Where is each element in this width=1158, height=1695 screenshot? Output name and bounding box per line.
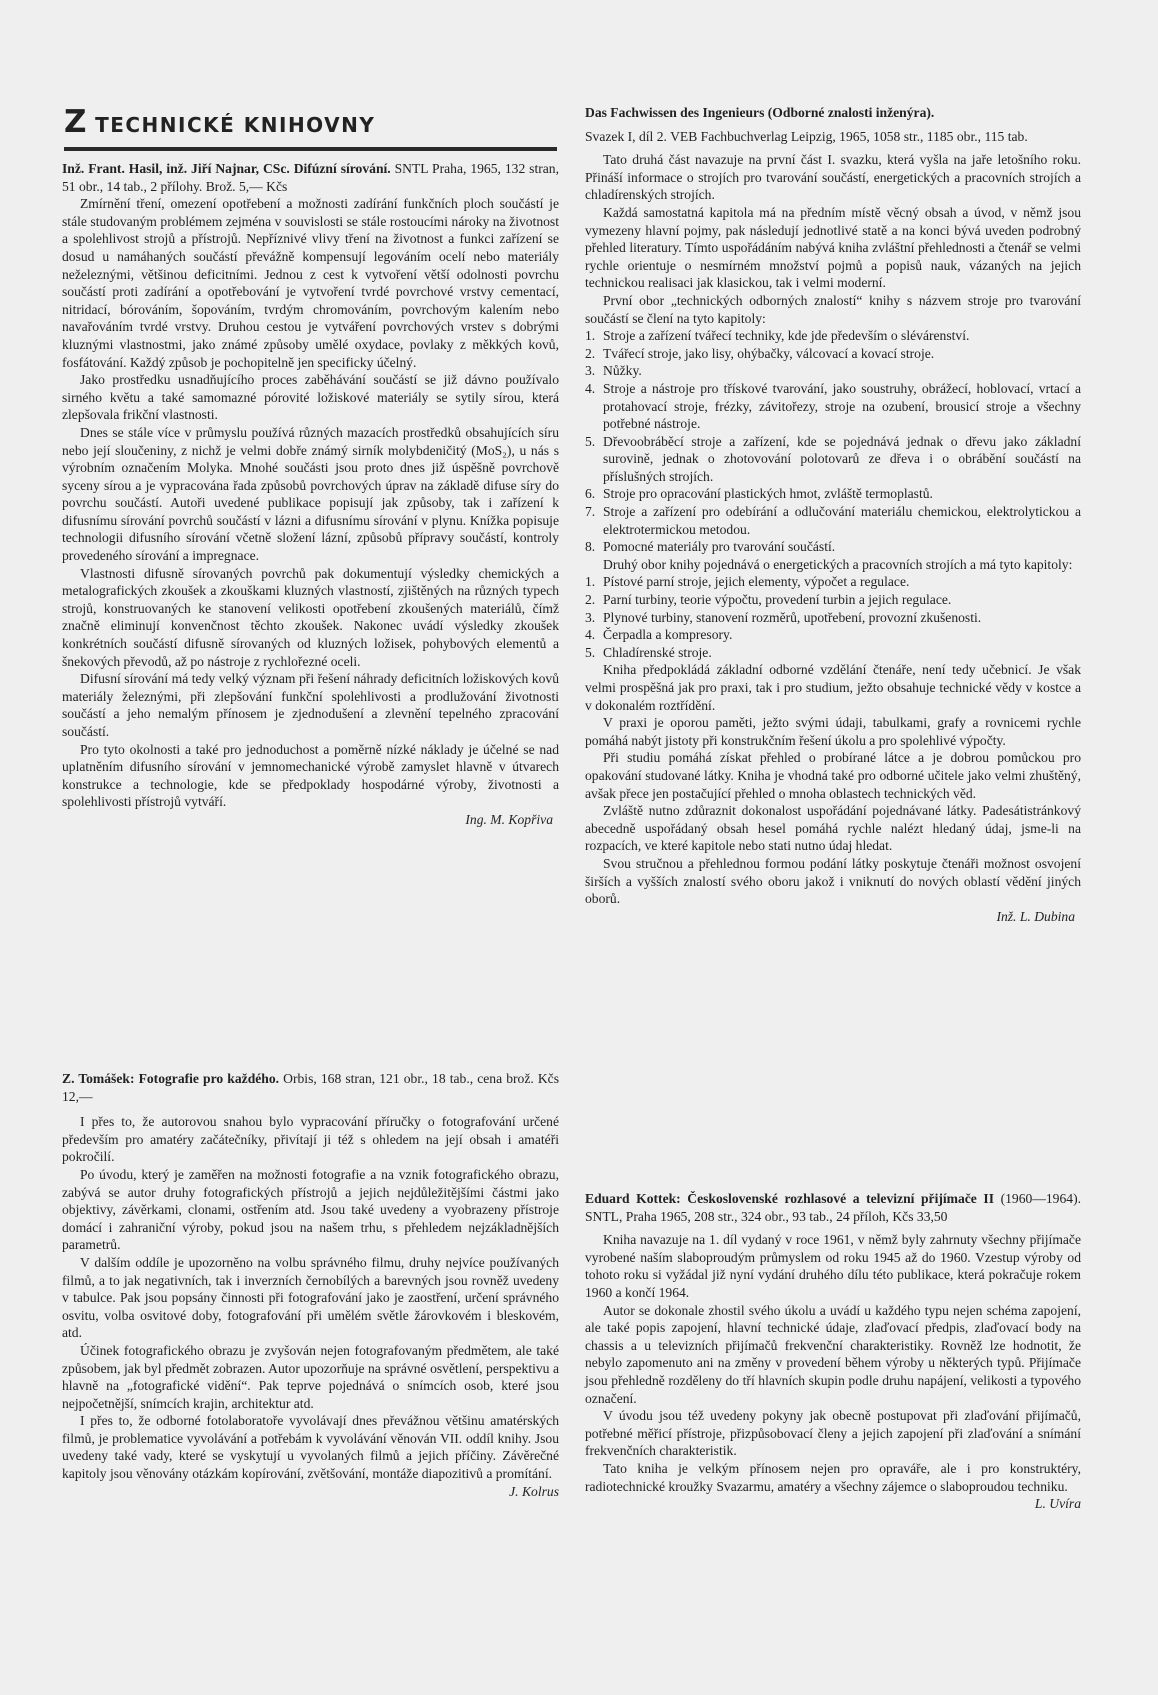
list-item xyxy=(585,345,1081,363)
list-number: 3. xyxy=(585,609,596,625)
list-number: 4. xyxy=(585,627,596,643)
review-heading xyxy=(585,104,1081,122)
section-title xyxy=(64,104,375,140)
list-item xyxy=(585,573,1081,591)
review-paragraph: Tato druhá část navazuje na první část I. svazku, která vyšla na jaře letošního roku. Přináší informace o strojích pro tvarování součástí, energetických a pracovních strojích a chladírenských strojích. xyxy=(585,152,1081,203)
list-item xyxy=(585,626,1081,644)
review-paragraph: Účinek fotografického obrazu je zvyšován nejen fotografovaným předmětem, ale také způsobem, jak byl předmět zobrazen. Autor upozorňuje na správné osvětlení, perspektivu a hlavně na „fotografické vidění“. Pak teprve pojednává o snímcích osob, které jsou nejpočetnější, snímcích krajin, architektur atd. xyxy=(62,1342,559,1411)
title-rule xyxy=(64,147,557,151)
list-text: Chladírenské stroje. xyxy=(603,644,712,660)
list-number: 4. xyxy=(585,380,596,396)
review-signature: L. Uvíra xyxy=(1034,1496,1081,1512)
list-number: 2. xyxy=(585,592,596,608)
review-heading-details: (1960—1964). SNTL, Praha 1965, 208 str., 324 obr., 93 tab., 24 příloh, Kčs 33,50 xyxy=(585,1191,1081,1224)
list-text: Dřevoobráběcí stroje a zařízení, kde se pojednává jednak o dřevu jako základní surovině, jednak o zhotovování polotovarů ze dřeva i o obrábění součástí na příslušných strojích. xyxy=(603,433,1081,484)
list-item xyxy=(585,485,1081,503)
review-paragraph: Zmírnění tření, omezení opotřebení a možnosti zadírání funkčních ploch součástí je stále studovaným problémem zejména v souvislosti se stále rostoucími nároky na životnost a spolehlivost strojů a přístrojů. Nepříznivé vlivy tření na životnost a funkci zařízení se dosud u namáhaných součástí převážně kompensují legováním ocelí nebo materiály neželeznými, většinou deficitními. Jednou z cest k vytvoření větší odolnosti povrchu součástí proti zadírání a opotřebování je vytvoření tvrdé povrchové vrstvy cementací, nitridací, bórováním, šopováním, tvrdým chromováním, povrchovým kalením nebo navařováním tvrdé vrstvy. Druhou cestou je vytváření povrchových vrstev s dobrými kluznými vlastnostmi, jako známé způsoby umělé oxydace, povlaky z měkkých kovů, fosfátování. Každý způsob je pochopitelně jen specificky účelný. xyxy=(62,196,559,370)
review-paragraph: Svou stručnou a přehlednou formou podání látky poskytuje čtenáři možnost osvojení širších a vyšších znalostí svého oboru jakož i vniknutí do nových oblastí vědění jiných oborů. xyxy=(585,855,1081,907)
review-paragraph-text: I přes to, že odborné fotolaboratoře vyvolávají dnes převážnou většinu amatérských filmů, je problematice vyvolávání a potřebám k vyvolávání věnován VII. oddíl knihy. Jsou uvedeny také vady, které se vyskytují u vyvolaných filmů a jejich příčiny. Závěrečné kapitoly jsou věnovány otázkám kopírování, zvětšování, montáže diapozitivů a promítání. xyxy=(62,1413,559,1482)
review-prijimace xyxy=(585,1190,1081,1513)
list-item xyxy=(585,503,1081,538)
list-text: Plynové turbiny, stanovení rozměrů, upotřebení, provozní zkušenosti. xyxy=(603,609,982,625)
review-heading xyxy=(62,160,559,195)
list-number: 5. xyxy=(585,433,596,449)
list-text: Parní turbiny, teorie výpočtu, provedení turbin a jejich regulace. xyxy=(603,592,952,608)
list-number: 3. xyxy=(585,363,596,379)
review-paragraph: Difusní sírování má tedy velký význam při řešení náhrady deficitních ložiskových kovů materiály železnými, při zlepšování funkční spolehlivosti a prodlužování životnosti součástí a jeho nemalým přínosem je zjednodušení a zlevnění tepelného zpracování součástí. xyxy=(62,671,559,739)
review-fotografie xyxy=(62,1070,559,1500)
list-text: Nůžky. xyxy=(603,363,642,379)
section-title-text: TECHNICKÉ KNIHOVNY xyxy=(95,113,376,137)
list-number: 8. xyxy=(585,539,596,555)
list-item xyxy=(585,609,1081,627)
review-paragraph: Kniha navazuje na 1. díl vydaný v roce 1961, v němž byly zahrnuty všechny přijímače vyrobené naším slaboproudým průmyslem od roku 1945 až do 1960. Vzestup výroby od tohoto roku si vyžádal již nyní vydání druhého dílu této publikace, která pokračuje rokem 1960 a končí 1964. xyxy=(585,1232,1081,1300)
review-paragraph xyxy=(62,1412,559,1499)
section-title-initial: Z xyxy=(64,104,88,140)
review-heading-details: Orbis, 168 stran, 121 obr., 18 tab., cena brož. Kčs 12,— xyxy=(62,1071,560,1104)
list-number: 2. xyxy=(585,345,596,361)
review-paragraph xyxy=(585,1460,1081,1512)
list-number: 7. xyxy=(585,504,596,520)
chapter-list-1 xyxy=(585,327,1081,556)
review-heading xyxy=(62,1070,559,1105)
review-heading-title: Das Fachwissen des Ingenieurs (Odborné znalosti inženýra). xyxy=(585,105,935,120)
review-paragraph-text: Tato kniha je velkým přínosem nejen pro opraváře, ale i pro konstruktéry, radiotechnické kroužky Svazarmu, amatéry a všechny zájemce o slaboproudou techniku. xyxy=(585,1460,1081,1494)
list-text: Stroje a nástroje pro třískové tvarování, jako soustruhy, obrážecí, hoblovací, vrtací a protahovací stroje, frézky, závitořezy, stroje na ozubení, brousicí stroje a všechny potřebné nástroje. xyxy=(603,380,1081,432)
review-paragraph: V úvodu jsou též uvedeny pokyny jak obecně postupovat při zlaďování přijímačů, potřebné měřicí přístroje, přizpůsobovací členy a jejich zapojení při zlaďování a snímání frekvenčních charakteristik. xyxy=(585,1408,1081,1459)
review-difuzni-sirovani xyxy=(62,160,559,829)
review-heading-details: Svazek I, díl 2. VEB Fachbuchverlag Leipzig, 1965, 1058 str., 1185 obr., 115 tab. xyxy=(585,128,1028,144)
review-paragraph: Druhý obor knihy pojednává o energetických a pracovních strojích a má tyto kapitoly: xyxy=(603,556,1073,572)
list-text: Pomocné materiály pro tvarování součástí. xyxy=(603,539,836,555)
list-text: Stroje a zařízení tvářecí techniky, kde jde především o slévárenství. xyxy=(603,328,970,344)
list-item xyxy=(585,380,1081,433)
list-item xyxy=(585,433,1081,486)
review-paragraph: Každá samostatná kapitola má na předním místě věcný obsah a úvod, v němž jsou vymezeny hlavní pojmy, pak následují jednotlivé statě a na konci bývá uveden podrobný přehled literatury. Tímto uspořádáním nabývá kniha zvláštní přehlednosti a čtenář se velmi rychle orientuje o nesmírném množství pojmů a popisů nauk, vázaných na jejich technickou realisaci jak klasickou, tak i velmi moderní. xyxy=(585,204,1081,291)
list-text: Tvářecí stroje, jako lisy, ohýbačky, válcovací a kovací stroje. xyxy=(603,345,935,361)
list-item xyxy=(585,538,1081,556)
review-heading-title: Eduard Kottek: Československé rozhlasové a televizní přijímače II xyxy=(585,1191,994,1206)
review-heading-details: SNTL Praha, 1965, 132 stran, 51 obr., 14 tab., 2 přílohy. Brož. 5,— Kčs xyxy=(62,161,559,194)
review-paragraph: Při studiu pomáhá získat přehled o probírané látce a je dobrou pomůckou pro opakování studované látky. Kniha je vhodná také pro odborné učitele jako velmi zhuštěný, avšak přece jen postačující přehled o mnoha oblastech technických věd. xyxy=(585,750,1081,801)
review-fachwissen xyxy=(585,104,1081,925)
review-heading xyxy=(585,1190,1081,1225)
list-text: Čerpadla a kompresory. xyxy=(603,627,733,643)
review-paragraph: Po úvodu, který je zaměřen na možnosti fotografie a na vznik fotografického obrazu, zabývá se autor druhy fotografických přístrojů a jejich nejdůležitějšími částmi jako objektivy, závěrkami, clonami, ostřením atd. Jsou také uvedeny a vyobrazeny přístroje domácí i zahraniční výroby, pokud jsou na našem trhu, s přehledem nejzákladnějších parametrů. xyxy=(62,1166,559,1253)
list-item xyxy=(585,362,1081,380)
list-text: Stroje pro opracování plastických hmot, zvláště termoplastů. xyxy=(603,486,933,502)
review-paragraph: Vlastnosti difusně sírovaných povrchů pak dokumentují výsledky chemických a metalografických zkoušek a zkouškami kluzných vlastností, zjištěných na různých typech strojů, konstruovaných ke stanovení velikosti opotřebení zkoušených materiálů, čímž značně eliminují konvenčnost těchto zkoušek. Nakonec uvádí výsledky zkoušek konkrétních součástí difusně sírovaných od kluzných ložisek, pohybových elementů a šnekových převodů, až po nástroje z rychlořezné oceli. xyxy=(62,565,559,669)
review-paragraph: Jako prostředku usnadňujícího proces zaběhávání součástí se již dávno používalo sirného květu a také samomazné pórovité ložiskové materiály se sytily sírou, která zlepšovala frikční vlastnosti. xyxy=(62,372,559,423)
review-paragraph: Kniha předpokládá základní odborné vzdělání čtenáře, není tedy učebnicí. Je však velmi prospěšná jak pro praxi, tak i pro studium, ježto obsahuje technické vědy v kostce a v dokonalém roztřídění. xyxy=(585,662,1081,713)
review-signature: Inž. L. Dubina xyxy=(996,908,1075,924)
review-paragraph: Pro tyto okolnosti a také pro jednoduchost a poměrně nízké náklady je účelné se nad uplatněním difusního sírování v jemnomechanické výrobě zamyslet hlavně v útvarech konstrukce a technologie, kde se předpoklady hospodárné výroby, životnosti a spolehlivosti přístrojů vytváří. xyxy=(62,741,559,810)
review-paragraph: První obor „technických odborných znalostí“ knihy s názvem stroje pro tvarování součástí se člení na tyto kapitoly: xyxy=(585,292,1081,326)
review-signature: Ing. M. Kopřiva xyxy=(465,811,553,827)
review-paragraph: I přes to, že autorovou snahou bylo vypracování příručky o fotografování určené především pro amatéry začátečníky, přivítají ji též s ohledem na její obsah i amatéři pokročilí. xyxy=(62,1114,559,1165)
review-signature: J. Kolrus xyxy=(509,1483,559,1499)
list-item xyxy=(585,644,1081,662)
list-item xyxy=(585,591,1081,609)
review-paragraph: V praxi je oporou paměti, ježto svými údaji, tabulkami, grafy a rovnicemi rychle pomáhá nabýt jistoty při konstrukčním řešení úkolu a pro spolehlivé výpočty. xyxy=(585,715,1081,748)
list-number: 5. xyxy=(585,644,596,660)
review-paragraph: V dalším oddíle je upozorněno na volbu správného filmu, druhy nejvíce používaných filmů, a to jak negativních, tak i inverzních černobílých a barevných jsou rovněž uvedeny v tabulce. Pak jsou popsány činnosti při fotografování jako je zaostření, určení správného osvitu, volba osvitové doby, fotografování při umělém světle žárovkovém i bleskovém, atd. xyxy=(62,1254,559,1341)
review-paragraph: Autor se dokonale zhostil svého úkolu a uvádí u každého typu nejen schéma zapojení, ale také popis zapojení, hlavní technické údaje, zlaďovací předpis, zlaďovací body na chassis a u televizních přijímačů frekvenční charakteristiky. Rovněž lze hodnotit, že nebylo zapomenuto ani na změny v provedení během výroby u některých typů. Přijímače jsou přehledně rozděleny do tří hlavních skupin podle druhu napájení, velikosti a typového označení. xyxy=(585,1302,1081,1406)
list-number: 1. xyxy=(585,574,596,590)
list-number: 1. xyxy=(585,328,596,344)
list-item xyxy=(585,327,1081,345)
list-text: Pístové parní stroje, jejich elementy, výpočet a regulace. xyxy=(603,574,910,590)
review-paragraph: Zvláště nutno zdůraznit dokonalost uspořádání pojednávané látky. Padesátistránkový abecedně uspořádaný obsah hesel pomáhá rychle nalézt hledaný údaj, jsme-li na rozpacích, ve které kapitole nebo stati nutno údaj hledat. xyxy=(585,803,1081,854)
review-heading-title: Inž. Frant. Hasil, inž. Jiří Najnar, CSc. Difúzní sírování. xyxy=(62,161,391,176)
review-heading-title: Z. Tomášek: Fotografie pro každého. xyxy=(62,1071,280,1086)
review-paragraph: Dnes se stále více v průmyslu používá různých mazacích prostředků obsahujících síru nebo její sloučeniny, z nichž je velmi dobře známý sirník molybdeničitý (MoS₂), u nás s výrobním označením Molyka. Mnohé součásti jsou proto dnes již úspěšně povrchově syceny sírou a je vypracována řada způsobů povrchových úprav na základě difuse síry do povrchu součástí. Autoři uvedené publikace popisují jak způsoby, tak i zařízení k difusnímu sírování povrchů součástí v lázni a difusnímu sírování v plynu. Knížka popisuje technologii difusního sírování včetně složení lázní, způsobů přípravy součástí, kontroly provedeného sírování a impregnace. xyxy=(62,424,559,564)
chapter-list-2 xyxy=(585,573,1081,661)
list-text: Stroje a zařízení pro odebírání a odlučování materiálu chemickou, elektrolytickou a elektrotermickou metodou. xyxy=(603,504,1081,537)
list-number: 6. xyxy=(585,486,596,502)
